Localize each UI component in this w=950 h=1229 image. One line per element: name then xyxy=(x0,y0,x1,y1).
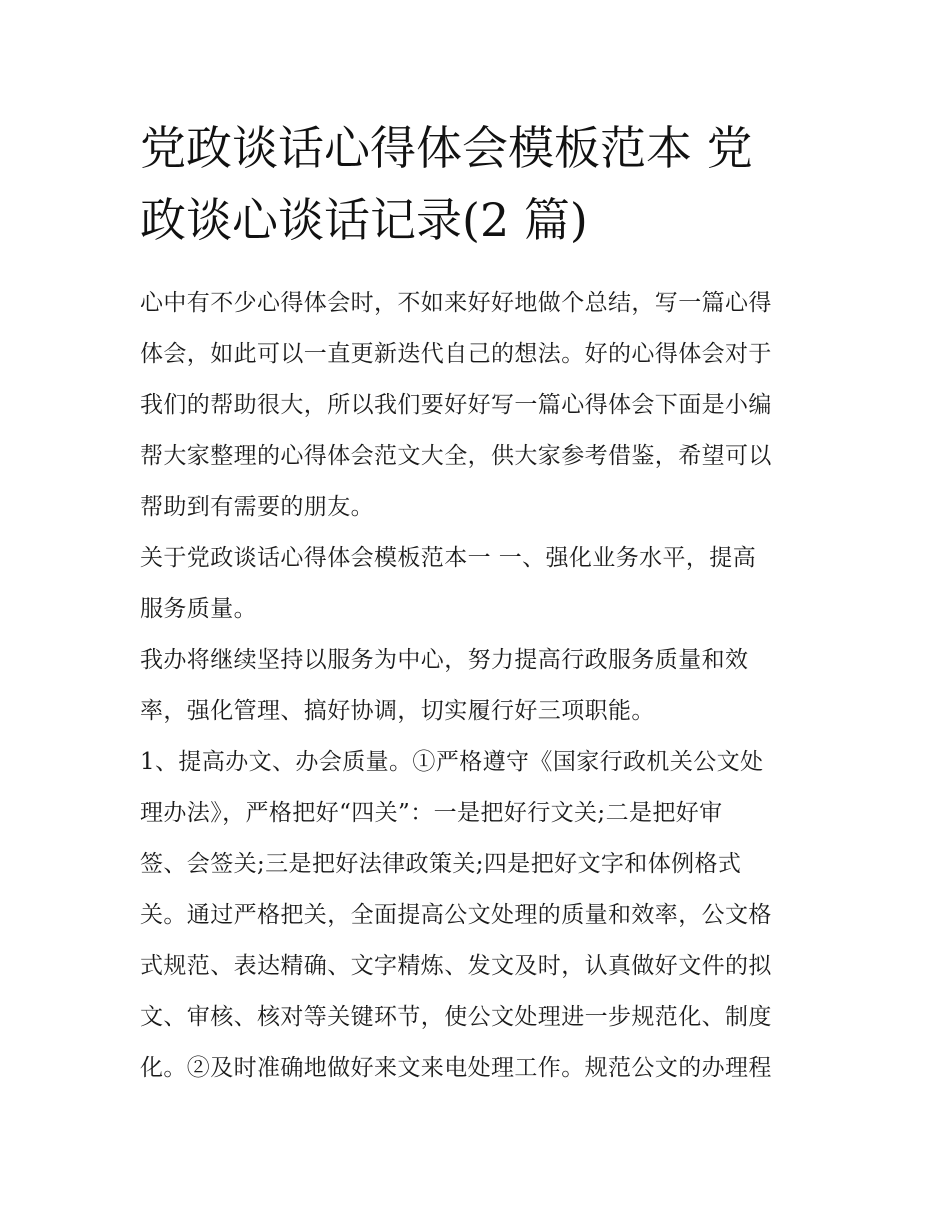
body-line: 关于党政谈话心得体会模板范本一 一、强化业务水平，提高 xyxy=(140,545,757,571)
body-line: 率，强化管理、搞好协调，切实履行好三项职能。 xyxy=(140,698,655,724)
body-line: 我们的帮助很大，所以我们要好好写一篇心得体会下面是小编 xyxy=(140,392,772,418)
document-title xyxy=(140,112,820,256)
body-line: 签、会签关;三是把好法律政策关;四是把好文字和体例格式 xyxy=(140,851,742,877)
body-line: 理办法》，严格把好“四关”：一是把好行文关;二是把好审 xyxy=(140,800,723,826)
document-body xyxy=(140,278,830,1094)
body-line: 帮助到有需要的朋友。 xyxy=(140,494,374,520)
body-line: 服务质量。 xyxy=(140,596,257,622)
body-line: 心中有不少心得体会时，不如来好好地做个总结，写一篇心得 xyxy=(140,290,772,316)
title-line: 政谈心谈话记录(2 篇) xyxy=(140,193,588,247)
body-line: 1、提高办文、办会质量。①严格遵守《国家行政机关公文处 xyxy=(140,749,764,775)
title-line: 党政谈话心得体会模板范本 党 xyxy=(140,121,753,175)
body-line: 文、审核、核对等关键环节，使公文处理进一步规范化、制度 xyxy=(140,1004,772,1030)
body-line: 体会，如此可以一直更新迭代自己的想法。好的心得体会对于 xyxy=(140,341,772,367)
body-line: 我办将继续坚持以服务为中心，努力提高行政服务质量和效 xyxy=(140,647,749,673)
body-line: 帮大家整理的心得体会范文大全，供大家参考借鉴，希望可以 xyxy=(140,443,772,469)
body-line: 关。通过严格把关，全面提高公文处理的质量和效率，公文格 xyxy=(140,902,772,928)
body-line: 化。②及时准确地做好来文来电处理工作。规范公文的办理程 xyxy=(140,1055,772,1081)
body-line: 式规范、表达精确、文字精炼、发文及时，认真做好文件的拟 xyxy=(140,953,772,979)
